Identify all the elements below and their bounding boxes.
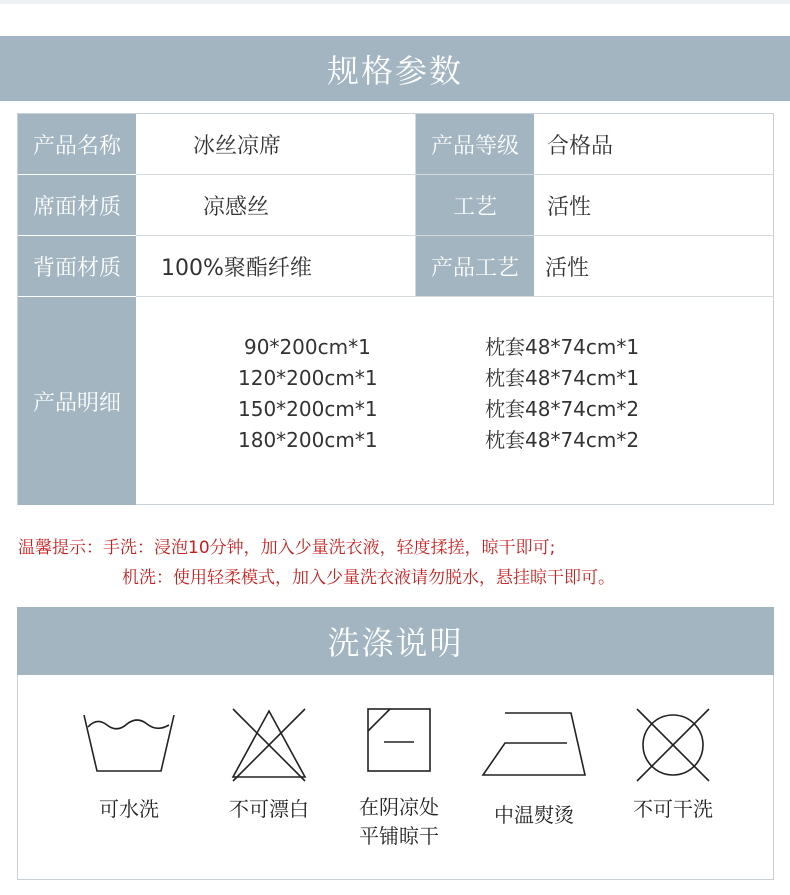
detail-size-item: 90*200cm*1 — [244, 335, 371, 359]
wash-label-no-bleach: 不可漂白 — [229, 797, 309, 821]
wash-item-no-dry-clean — [618, 705, 728, 824]
wash-instructions — [17, 675, 774, 880]
spec-value-grade: 合格品 — [547, 133, 614, 159]
spec-label-grade: 产品等级 — [416, 114, 534, 174]
spec-value-back-material: 100%聚酯纤维 — [161, 255, 312, 281]
wash-label-shade-dry-line2: 平铺晾干 — [359, 824, 439, 848]
detail-pillow-item: 枕套48*74cm*2 — [485, 428, 640, 452]
spec-value-craft: 活性 — [547, 194, 592, 220]
wash-item-no-bleach — [214, 705, 324, 824]
detail-pillow-item: 枕套48*74cm*1 — [485, 366, 640, 390]
detail-pillow-list — [485, 332, 639, 456]
spec-label-detail: 产品明细 — [18, 297, 136, 505]
detail-size-item: 150*200cm*1 — [238, 397, 378, 421]
spec-label-product-name: 产品名称 — [18, 114, 136, 174]
wash-label-shade-dry-line1: 在阴凉处 — [359, 795, 439, 819]
spec-value-product-name: 冰丝凉席 — [193, 133, 282, 159]
wash-section-title: 洗涤说明 — [17, 607, 774, 675]
spec-label-surface-material: 席面材质 — [18, 175, 136, 235]
detail-size-item: 120*200cm*1 — [238, 366, 378, 390]
spec-table — [17, 113, 774, 505]
no-bleach-icon — [227, 705, 311, 785]
wash-item-shade-dry-flat — [344, 705, 454, 851]
detail-size-item: 180*200cm*1 — [238, 428, 378, 452]
tips-hand-wash: 温馨提示：手洗：浸泡10分钟，加入少量洗衣液，轻度揉搓，晾干即可; — [18, 538, 556, 558]
spec-section-title: 规格参数 — [0, 36, 790, 101]
detail-pillow-item: 枕套48*74cm*1 — [485, 335, 640, 359]
detail-size-list — [238, 332, 378, 456]
wash-item-washable — [76, 705, 182, 824]
wash-label-no-dry-clean: 不可干洗 — [633, 797, 713, 821]
spec-label-process: 产品工艺 — [416, 236, 534, 296]
spec-label-craft: 工艺 — [416, 175, 534, 235]
wash-label-medium-iron: 中温熨烫 — [494, 803, 574, 827]
spec-label-back-material: 背面材质 — [18, 236, 136, 296]
shade-dry-flat-icon — [364, 705, 434, 775]
detail-pillow-item: 枕套48*74cm*2 — [485, 397, 640, 421]
washable-icon — [79, 705, 179, 775]
medium-iron-icon — [479, 705, 589, 779]
table-divider — [136, 296, 774, 297]
top-divider — [0, 0, 790, 4]
wash-label-washable: 可水洗 — [99, 797, 159, 821]
spec-value-process: 活性 — [545, 255, 590, 281]
wash-item-medium-iron — [476, 705, 592, 830]
spec-value-surface-material: 凉感丝 — [203, 194, 270, 220]
tips-machine-wash: 机洗：使用轻柔模式，加入少量洗衣液请勿脱水，悬挂晾干即可。 — [122, 568, 615, 588]
no-dry-clean-icon — [633, 705, 713, 785]
